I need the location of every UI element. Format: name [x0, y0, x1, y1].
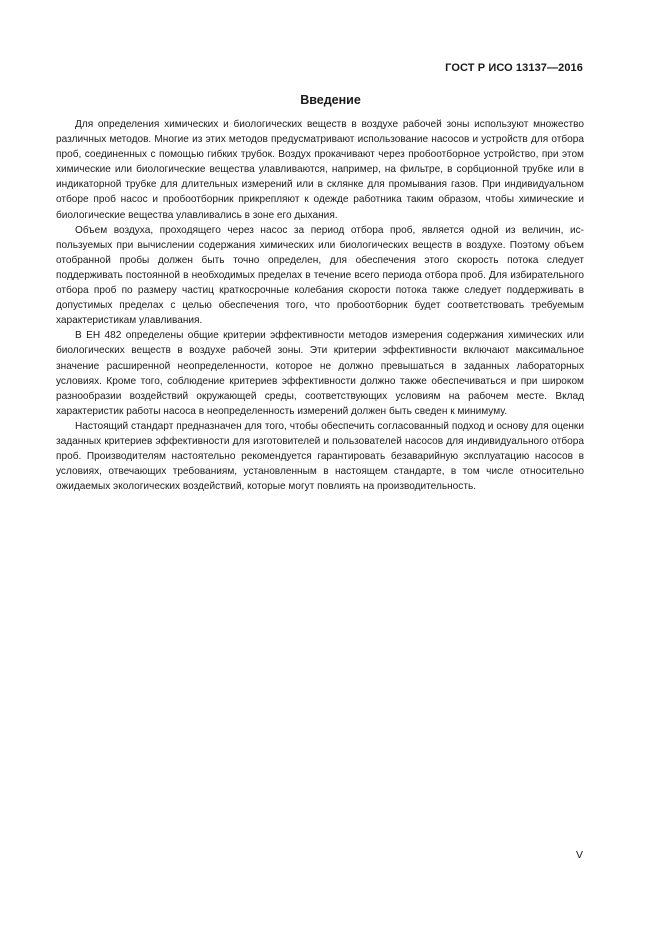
- section-title: Введение: [300, 93, 361, 107]
- paragraph-methods: Для определения химических и биологических веществ в воздухе рабочей зоны используют множество различных методов. Многие из этих методов предусматривают использование насосов и устройств для отбора проб, соединенных с помощью гибких трубок. Воздух прокачивают через пробоотборное устройство, при этом химические или биологические вещества улавливаются, например, на фильтре, в сорбционной трубке или в индикаторной трубке для длительных измерений или в склянке для промывания газов. При индивидуальном отборе проб насос и пробоотборник прикрепляют к одежде работника таким образом, чтобы химические и биологические вещества улавливались в зоне его дыхания.: [56, 119, 584, 221]
- paragraph-standard-purpose: Настоящий стандарт предназначен для того, чтобы обеспечить согласованный подход и основу для оценки заданных критериев эффективности для изготовителей и пользователей насосов для индивидуального отбора проб. Производителям настоятельно рекомендуется гарантировать безаварийную эксплуатацию насосов в условиях, отвечающих требованиям, установленным в настоящем стандарте, в том числе относительно ожидаемых экологических воздействий, которые могут повлиять на производительность.: [56, 420, 584, 493]
- paragraph-air-volume: Объем воздуха, проходящего через насос за период отбора проб, является одной из величин, используемых при вычислении содержания химических или биологических веществ в воздухе. Поэтому объем отобранной пробы должен быть точно определен, для обеспечения этого скорость потока следует поддерживать постоянной в необходимых пределах в течение всего периода отбора проб. Для избирательного отбора проб по размеру частиц краткосрочные колебания скорости потока также следует поддерживать в допустимых пределах с целью обеспечения того, что пробоотборник будет соответствовать требуемым характеристикам улавливания.: [56, 224, 584, 327]
- document-header-id: ГОСТ Р ИСО 13137—2016: [445, 62, 583, 74]
- introduction-body: [56, 117, 584, 494]
- page-number: V: [575, 849, 583, 861]
- paragraph-en482-criteria: В ЕН 482 определены общие критерии эффективности методов измерения содержания химических или биологических веществ в воздухе рабочей зоны. Эти критерии эффективности включают максимальное значение расширенной неопределенности, которое не должно превышаться в заданных лабораторных условиях. Кроме того, соблюдение критериев эффективности должно также обеспечиваться и при широком разнообразии воздействий окружающей среды, соответствующих условиям на рабочем месте. Вклад характеристик работы насоса в неопределенность измерений должен быть сведен к минимуму.: [56, 330, 584, 417]
